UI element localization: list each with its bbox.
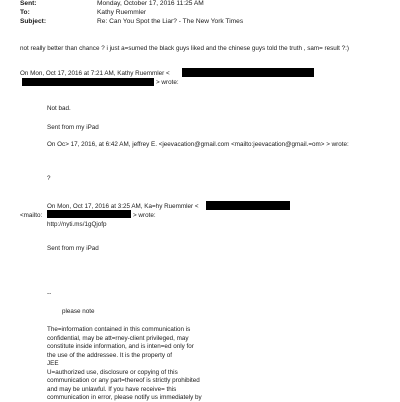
sent-value: Monday, October 17, 2016 11:25 AM (97, 0, 204, 7)
quote2-mailto-start: <mailto: (20, 212, 43, 219)
redaction-box (22, 78, 154, 86)
redaction-box (47, 210, 131, 218)
quote1-header-end: > wrote: (156, 79, 179, 86)
redaction-box (182, 68, 314, 77)
to-value: Kathy Ruemmler (97, 9, 147, 16)
quote1-line1: Not bad. (47, 105, 71, 112)
quote2-header-start: On Mon, Oct 17, 2016 at 3:25 AM, Ka=hy Ruemmler < (47, 203, 199, 210)
quote2-sent-from: Sent from my iPad (47, 245, 99, 252)
quote1-line3: On Oc> 17, 2016, at 6:42 AM, jeffrey E. <jeevacation@gmail.com <mailto:jeevacation@gmail.=om> > wrote: (47, 141, 349, 148)
subject-value: Re: Can You Spot the Liar? - The New York Times (97, 18, 244, 25)
reply-line: not really better than chance ? i just a=sumed the black guys liked and the chinese guys told the truth , sam= result ?:) (20, 45, 350, 52)
disclaimer-line: communication or any part=thereof is strictly prohibited (47, 377, 200, 384)
quote2-link[interactable]: http://nyti.ms/1gQjofp (47, 221, 107, 228)
redaction-box (206, 201, 290, 210)
subject-label: Subject: (20, 18, 47, 25)
quote1-line4: ? (47, 175, 51, 182)
disclaimer-line: the use of the addressee. It is the property of (47, 351, 172, 359)
disclaimer-line: communication in error, please notify us immediately by (47, 394, 202, 401)
disclaimer-line: JEE (47, 360, 59, 367)
sent-label: Sent: (20, 0, 37, 7)
quote2-header-end: > wrote: (133, 212, 156, 219)
quote1-line2: Sent from my iPad (47, 124, 99, 131)
quote1-header-start: On Mon, Oct 17, 2016 at 7:21 AM, Kathy Ruemmler < (20, 70, 170, 77)
disclaimer-line: and may be unlawful. If you have receive= this (47, 385, 177, 393)
disclaimer-line: The=information contained in this communication is (47, 326, 191, 333)
disclaimer-line: constitute inside information, and is inten=ed only for (47, 343, 194, 350)
to-label: To: (20, 9, 30, 16)
disclaimer-line: U=authorized use, disclosure or copying of this (47, 368, 178, 376)
quote2-please-note: please note (62, 308, 95, 315)
quote2-dashes: -- (47, 290, 52, 297)
disclaimer-line: confidential, may be att=rney-client privileged, may (47, 334, 189, 342)
